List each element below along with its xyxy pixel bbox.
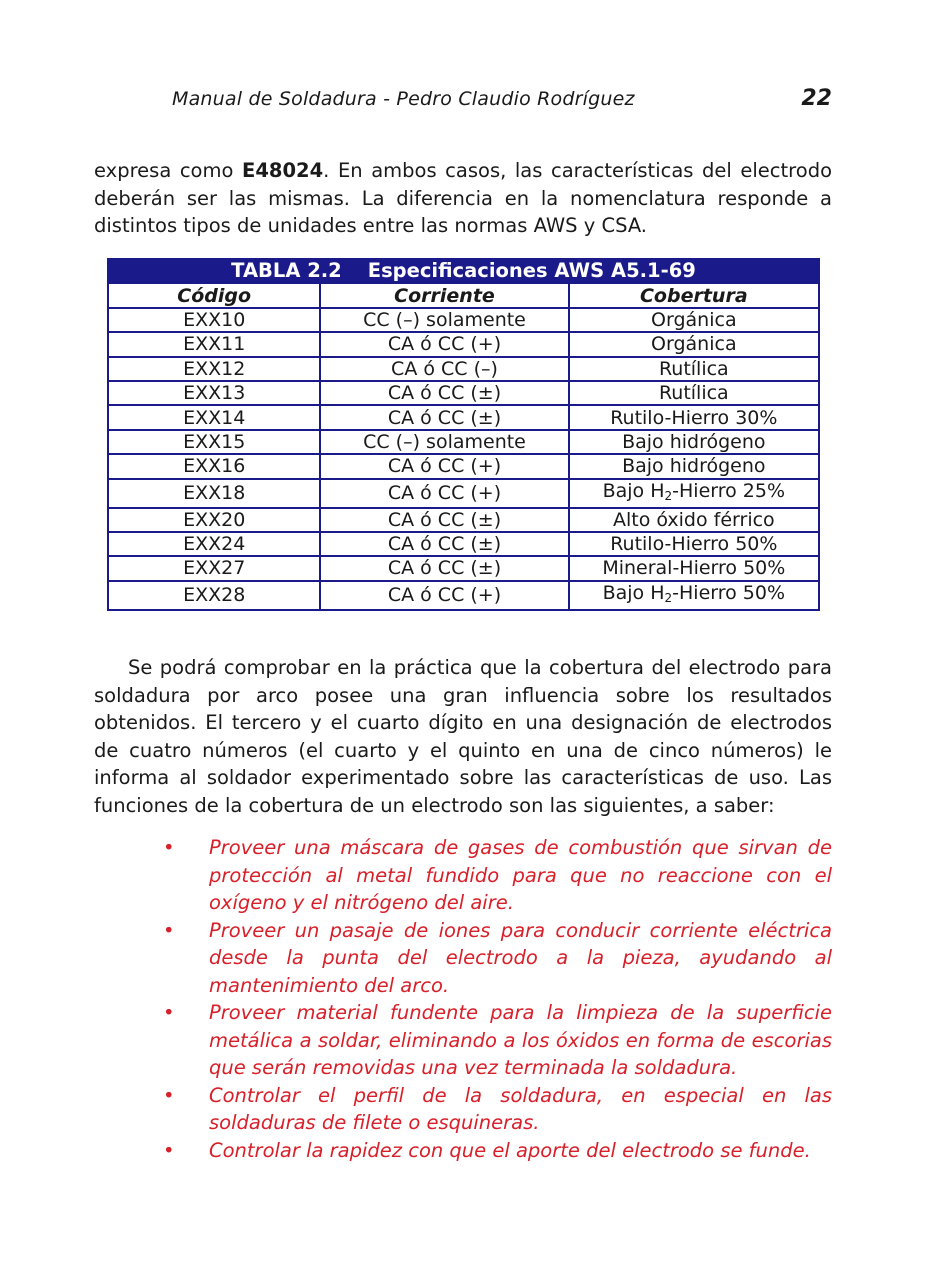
cover-text: Bajo H: [602, 479, 665, 502]
list-item-text: Proveer un pasaje de iones para conducir corriente eléctrica desde la punta del electrodo a la pieza, ayudando al mantenimiento del arco.: [209, 918, 832, 997]
cover-text: Orgánica: [651, 308, 737, 331]
table-row: [108, 508, 819, 532]
cell-cover: [569, 357, 819, 381]
cell-cover: [569, 405, 819, 429]
cell-code: EXX20: [108, 508, 320, 532]
cell-cover: [569, 532, 819, 556]
cell-code: EXX15: [108, 430, 320, 454]
cover-subscript: 2: [664, 590, 673, 605]
table-row: [108, 381, 819, 405]
cover-text: Alto óxido férrico: [612, 508, 775, 531]
list-item: [160, 1082, 832, 1137]
bullet-icon: •: [163, 1083, 175, 1107]
list-item-text: Proveer material fundente para la limpieza de la superficie metálica a soldar, eliminando a los óxidos en forma de escorias que serán removidas una vez terminada la soldadura.: [209, 1001, 832, 1079]
table-row: [108, 430, 819, 454]
cell-current: CA ó CC (±): [320, 532, 568, 556]
table-caption: [108, 259, 819, 283]
cell-cover: [569, 308, 819, 332]
table-row: [108, 405, 819, 429]
bullet-icon: •: [163, 1001, 175, 1024]
cover-text: Orgánica: [651, 333, 737, 356]
cover-text: Bajo H: [602, 581, 665, 604]
list-item: [160, 917, 832, 1000]
cell-cover: [569, 556, 819, 580]
spec-table: [107, 258, 820, 611]
table-caption-row: [108, 259, 819, 283]
cover-text-suffix: -Hierro 50%: [672, 581, 786, 604]
cover-text: Bajo hidrógeno: [622, 430, 766, 453]
table-row: [108, 454, 819, 478]
page-number: 22: [801, 86, 832, 111]
table-row: [108, 332, 819, 356]
table-row: [108, 308, 819, 332]
cover-text: Rutilo-Hierro 30%: [610, 406, 778, 429]
table-caption-label: TABLA 2.2: [231, 259, 342, 283]
list-item-text: Proveer una máscara de gases de combustión que sirvan de protección al metal fundido para que no reaccione con el oxígeno y el nitrógeno del aire.: [209, 836, 832, 914]
intro-text-after: . En ambos casos, las características del electrodo deberán ser las mismas. La diferencia en la nomenclatura responde a distintos tipos de unidades entre las normas AWS y CSA.: [94, 159, 832, 237]
cell-code: EXX11: [108, 332, 320, 356]
cover-subscript: 2: [664, 488, 673, 503]
header-title: Manual de Soldadura - Pedro Claudio Rodríguez: [172, 88, 635, 110]
cell-current: CC (–) solamente: [320, 430, 568, 454]
cell-code: EXX12: [108, 357, 320, 381]
cover-text: Mineral-Hierro 50%: [602, 557, 786, 580]
list-item: [160, 834, 832, 917]
cell-code: EXX27: [108, 556, 320, 580]
cell-cover: [569, 508, 819, 532]
cell-cover: [569, 332, 819, 356]
list-item-text: Controlar el perfil de la soldadura, en especial en las soldaduras de filete o esquineras.: [209, 1083, 832, 1134]
electrode-code: E48024: [242, 159, 324, 182]
column-header-code: Código: [108, 283, 320, 307]
intro-paragraph: [94, 157, 832, 240]
cover-text: Rutílica: [658, 357, 729, 380]
table-row: [108, 357, 819, 381]
cover-text: Bajo hidrógeno: [622, 455, 766, 478]
cell-cover: [569, 381, 819, 405]
table-body: [108, 308, 819, 610]
cell-code: EXX13: [108, 381, 320, 405]
cell-code: EXX28: [108, 581, 320, 610]
column-header-current: Corriente: [320, 283, 568, 307]
table-row: [108, 479, 819, 508]
cell-current: CA ó CC (+): [320, 581, 568, 610]
cell-current: CA ó CC (+): [320, 332, 568, 356]
cell-current: CA ó CC (+): [320, 454, 568, 478]
cell-code: EXX14: [108, 405, 320, 429]
table-row: [108, 581, 819, 610]
bullet-icon: •: [163, 836, 175, 859]
cell-cover: [569, 430, 819, 454]
table-caption-title: Especificaciones AWS A5.1-69: [367, 259, 696, 283]
cell-current: CA ó CC (±): [320, 508, 568, 532]
cell-current: CC (–) solamente: [320, 308, 568, 332]
table-row: [108, 556, 819, 580]
cell-current: CA ó CC (±): [320, 381, 568, 405]
cell-current: CA ó CC (–): [320, 357, 568, 381]
cell-code: EXX18: [108, 479, 320, 508]
table-header-row: [108, 283, 819, 307]
body-paragraph: Se podrá comprobar en la práctica que la cobertura del electrodo para soldadura por arco posee una gran influencia sobre los resultados obtenidos. El tercero y el cuarto dígito en una designación de electrodos de cuatro números (el cuarto y el quinto en una de cinco números) le informa al soldador experimentado sobre las características de uso. Las funciones de la cobertura de un electrodo son las siguientes, a saber:: [94, 656, 832, 817]
functions-list: [160, 834, 832, 1164]
cell-current: CA ó CC (±): [320, 556, 568, 580]
cell-code: EXX24: [108, 532, 320, 556]
cell-current: CA ó CC (±): [320, 405, 568, 429]
cell-cover: [569, 454, 819, 478]
list-item: [160, 999, 832, 1082]
bullet-icon: •: [163, 918, 175, 942]
cell-current: CA ó CC (+): [320, 479, 568, 508]
cell-code: EXX10: [108, 308, 320, 332]
table-row: [108, 532, 819, 556]
list-item-text: Controlar la rapidez con que el aporte del electrodo se funde.: [209, 1138, 811, 1162]
cell-cover: [569, 479, 819, 508]
cover-text: Rutilo-Hierro 50%: [610, 533, 778, 556]
bullet-icon: •: [163, 1138, 175, 1162]
list-item: [160, 1137, 832, 1165]
cell-code: EXX16: [108, 454, 320, 478]
intro-text-before: expresa como: [94, 159, 242, 182]
cover-text: Rutílica: [658, 382, 729, 405]
column-header-cover: Cobertura: [569, 283, 819, 307]
cover-text-suffix: -Hierro 25%: [672, 479, 786, 502]
cell-cover: [569, 581, 819, 610]
